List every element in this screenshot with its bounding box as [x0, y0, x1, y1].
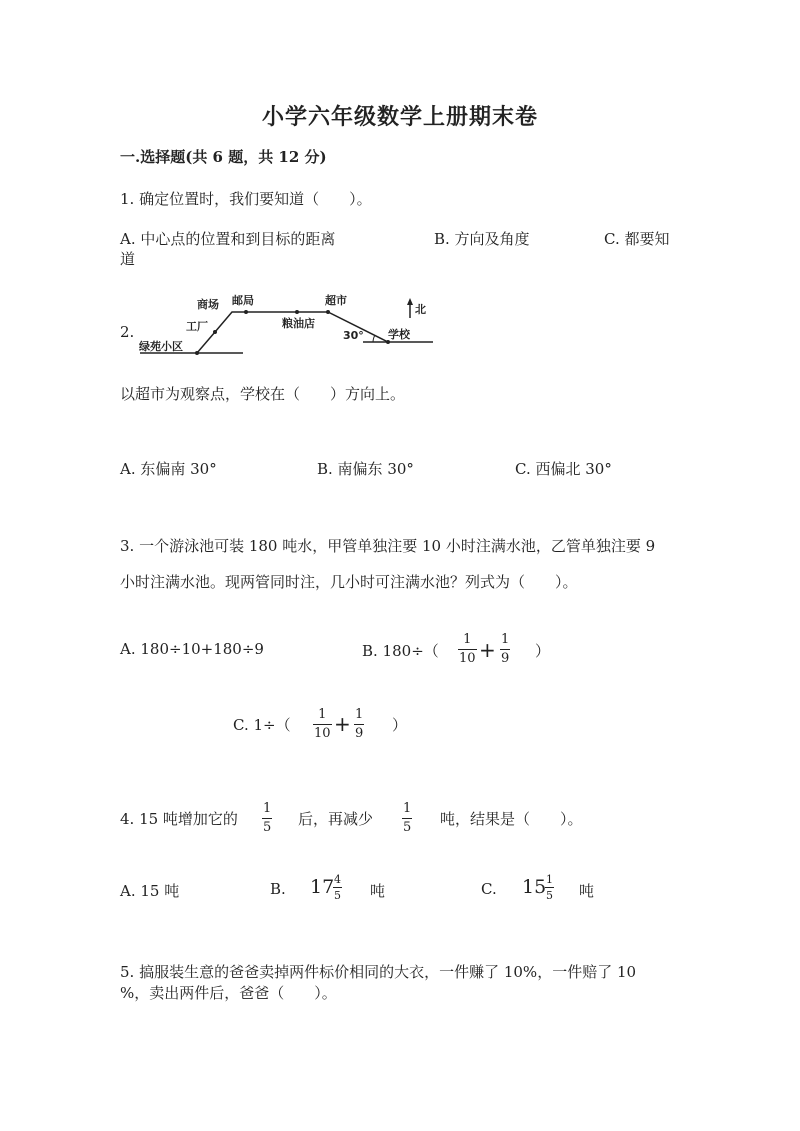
q1-stem: 1. 确定位置时，我们要知道（ ）。	[120, 190, 372, 208]
plus-sign: +	[334, 712, 351, 736]
numerator: 4	[334, 873, 341, 886]
q3-option-b-suffix: ）	[535, 642, 551, 660]
denominator: 9	[355, 725, 364, 741]
denominator: 10	[314, 725, 331, 741]
label-green-community: 绿苑小区	[139, 340, 183, 353]
label-school: 学校	[388, 328, 410, 341]
numerator: 1	[318, 707, 327, 722]
q4-stem-part-3: 吨，结果是（ ）。	[440, 810, 583, 828]
numerator: 1	[501, 632, 510, 647]
q4-fraction-2	[402, 801, 412, 835]
q3-option-b-prefix[interactable]: B. 180÷（	[362, 642, 439, 660]
numerator: 1	[355, 707, 364, 722]
denominator: 5	[263, 819, 272, 835]
label-factory: 工厂	[186, 320, 208, 333]
denominator: 5	[403, 819, 412, 835]
q3-option-c-suffix: ）	[392, 716, 408, 734]
q4-stem-part-1: 4. 15 吨增加它的	[120, 810, 238, 828]
north-arrow-icon	[407, 298, 413, 305]
label-mall: 商场	[197, 298, 219, 311]
grain-store-point	[295, 310, 299, 314]
section-heading: 一.选择题(共 6 题，共 12 分)	[120, 148, 327, 166]
q1-option-a[interactable]: A. 中心点的位置和到目标的距离	[120, 230, 336, 248]
q3-line-1: 3. 一个游泳池可装 180 吨水，甲管单独注要 10 小时注满水池，乙管单独注要 9	[120, 537, 656, 555]
label-post-office: 邮局	[232, 294, 254, 307]
q5-line-1: 5. 搞服装生意的爸爸卖掉两件标价相同的大衣，一件赚了 10%，一件赔了 10	[120, 963, 637, 981]
denominator: 9	[501, 650, 510, 666]
q2-option-c[interactable]: C. 西偏北 30°	[515, 460, 612, 478]
label-angle: 30°	[343, 329, 364, 342]
q2-option-b[interactable]: B. 南偏东 30°	[317, 460, 414, 478]
factory-point	[213, 330, 217, 334]
q4-option-a[interactable]: A. 15 吨	[120, 882, 180, 900]
denominator: 10	[459, 650, 476, 666]
q5-line-2: %，卖出两件后，爸爸（ ）。	[120, 984, 337, 1002]
q3-line-2: 小时注满水池。现两管同时注，几小时可注满水池？列式为（ ）。	[120, 573, 578, 591]
q3-option-c-prefix[interactable]: C. 1÷（	[233, 716, 291, 734]
q3-b-fraction-1	[458, 632, 477, 666]
page-title: 小学六年级数学上册期末卷	[261, 104, 538, 130]
q4-option-b-label[interactable]: B.	[270, 880, 286, 898]
q4-fraction-1	[262, 801, 272, 835]
q3-option-a[interactable]: A. 180÷10+180÷9	[120, 640, 264, 658]
q3-b-fraction-2	[500, 632, 510, 666]
numerator: 1	[263, 801, 272, 816]
label-supermarket: 超市	[325, 294, 347, 307]
denominator: 5	[546, 889, 553, 903]
plus-sign: +	[479, 638, 496, 662]
q3-c-fraction-2	[354, 707, 364, 741]
q4-stem-part-2: 后，再减少	[298, 810, 374, 828]
q4-b-whole: 17	[310, 876, 335, 898]
q4-b-unit: 吨	[370, 882, 386, 900]
q4-option-c-label[interactable]: C.	[481, 880, 497, 898]
q2-location-figure	[135, 290, 440, 360]
green-community-point	[195, 351, 199, 355]
label-north: 北	[415, 303, 426, 316]
q4-c-fraction	[545, 873, 554, 902]
q1-option-c[interactable]: C. 都要知	[604, 230, 670, 248]
post-office-point	[244, 310, 248, 314]
numerator: 1	[463, 632, 472, 647]
q1-option-b[interactable]: B. 方向及角度	[434, 230, 530, 248]
supermarket-point	[326, 310, 330, 314]
denominator: 5	[334, 889, 341, 903]
q4-b-fraction	[333, 873, 342, 902]
q2-option-a[interactable]: A. 东偏南 30°	[120, 460, 217, 478]
numerator: 1	[546, 873, 553, 886]
q2-stem: 以超市为观察点，学校在（ ）方向上。	[120, 385, 406, 403]
angle-arc	[373, 335, 375, 342]
q4-c-whole: 15	[522, 876, 547, 898]
label-grain-store: 粮油店	[282, 317, 315, 330]
q1-option-c-wrap: 道	[120, 250, 136, 268]
q3-c-fraction-1	[313, 707, 332, 741]
q2-number: 2.	[120, 323, 135, 341]
q4-c-unit: 吨	[579, 882, 595, 900]
numerator: 1	[403, 801, 412, 816]
